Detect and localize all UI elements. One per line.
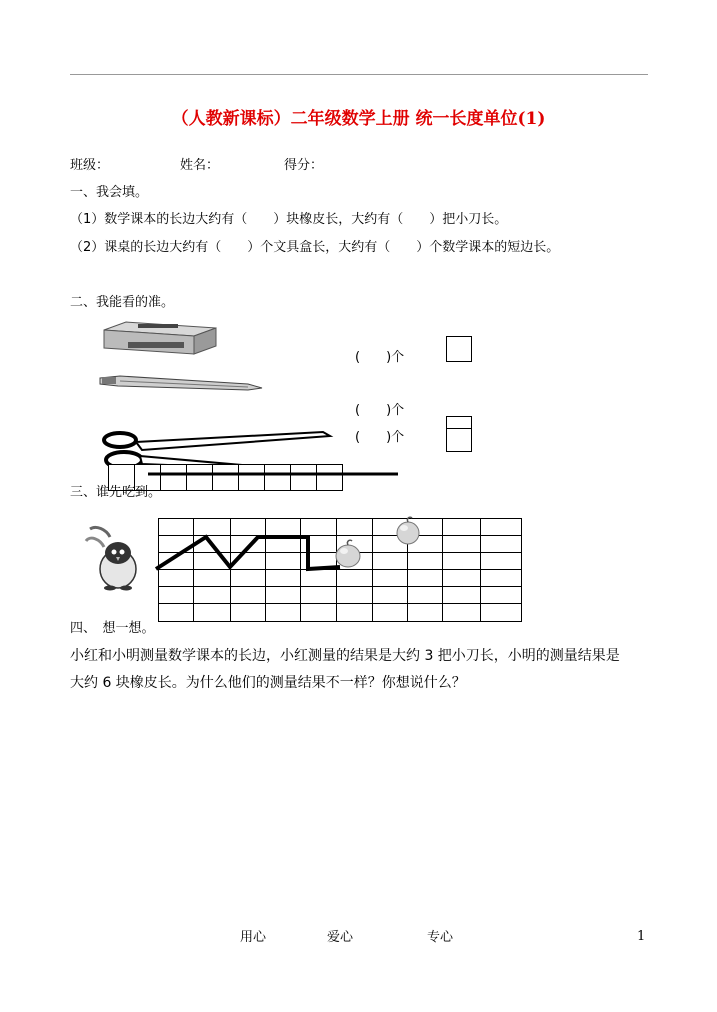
peach-icon-1: [336, 540, 360, 567]
unit-rect-divider: [446, 428, 472, 429]
page-number: 1: [637, 929, 646, 944]
answer-3: ( )个: [355, 430, 405, 445]
section2-heading: 二、我能看的准。: [70, 295, 175, 310]
section4-heading: 四、 想一想。: [70, 621, 155, 636]
section3-heading: 三、谁先吃到。: [70, 485, 162, 500]
path-grid: [150, 515, 525, 625]
pencil-icon: [98, 372, 268, 394]
answer-2: ( )个: [355, 403, 405, 418]
question-2: （2）课桌的长边大约有（ ）个文具盒长，大约有（ ）个数学课本的短边长。: [70, 240, 560, 255]
footer-word-3: 专心: [427, 930, 454, 945]
unit-square: [446, 336, 472, 362]
question-1: （1）数学课本的长边大约有（ ）块橡皮长，大约有（ ）把小刀长。: [70, 212, 508, 227]
page-title: （人教新课标）二年级数学上册 统一长度单位(1): [171, 109, 546, 129]
name-label: 姓名：: [180, 158, 220, 173]
footer-word-2: 爱心: [327, 930, 354, 945]
class-label: 班级：: [70, 158, 110, 173]
answer-1: ( )个: [355, 350, 405, 365]
score-label: 得分：: [284, 158, 324, 173]
footer-word-1: 用心: [240, 930, 267, 945]
section4-line-1: 小红和小明测量数学课本的长边，小红测量的结果是大约 3 把小刀长，小明的测量结果是: [70, 648, 620, 664]
eraser-icon: [98, 320, 218, 360]
peach-icon-2: [397, 517, 419, 544]
header-rule: [70, 74, 648, 75]
unit-rect: [446, 416, 472, 452]
penguin-icon: [80, 525, 140, 591]
section1-heading: 一、我会填。: [70, 185, 149, 200]
section4-line-2: 大约 6 块橡皮长。为什么他们的测量结果不一样？你想说什么？: [70, 675, 466, 691]
